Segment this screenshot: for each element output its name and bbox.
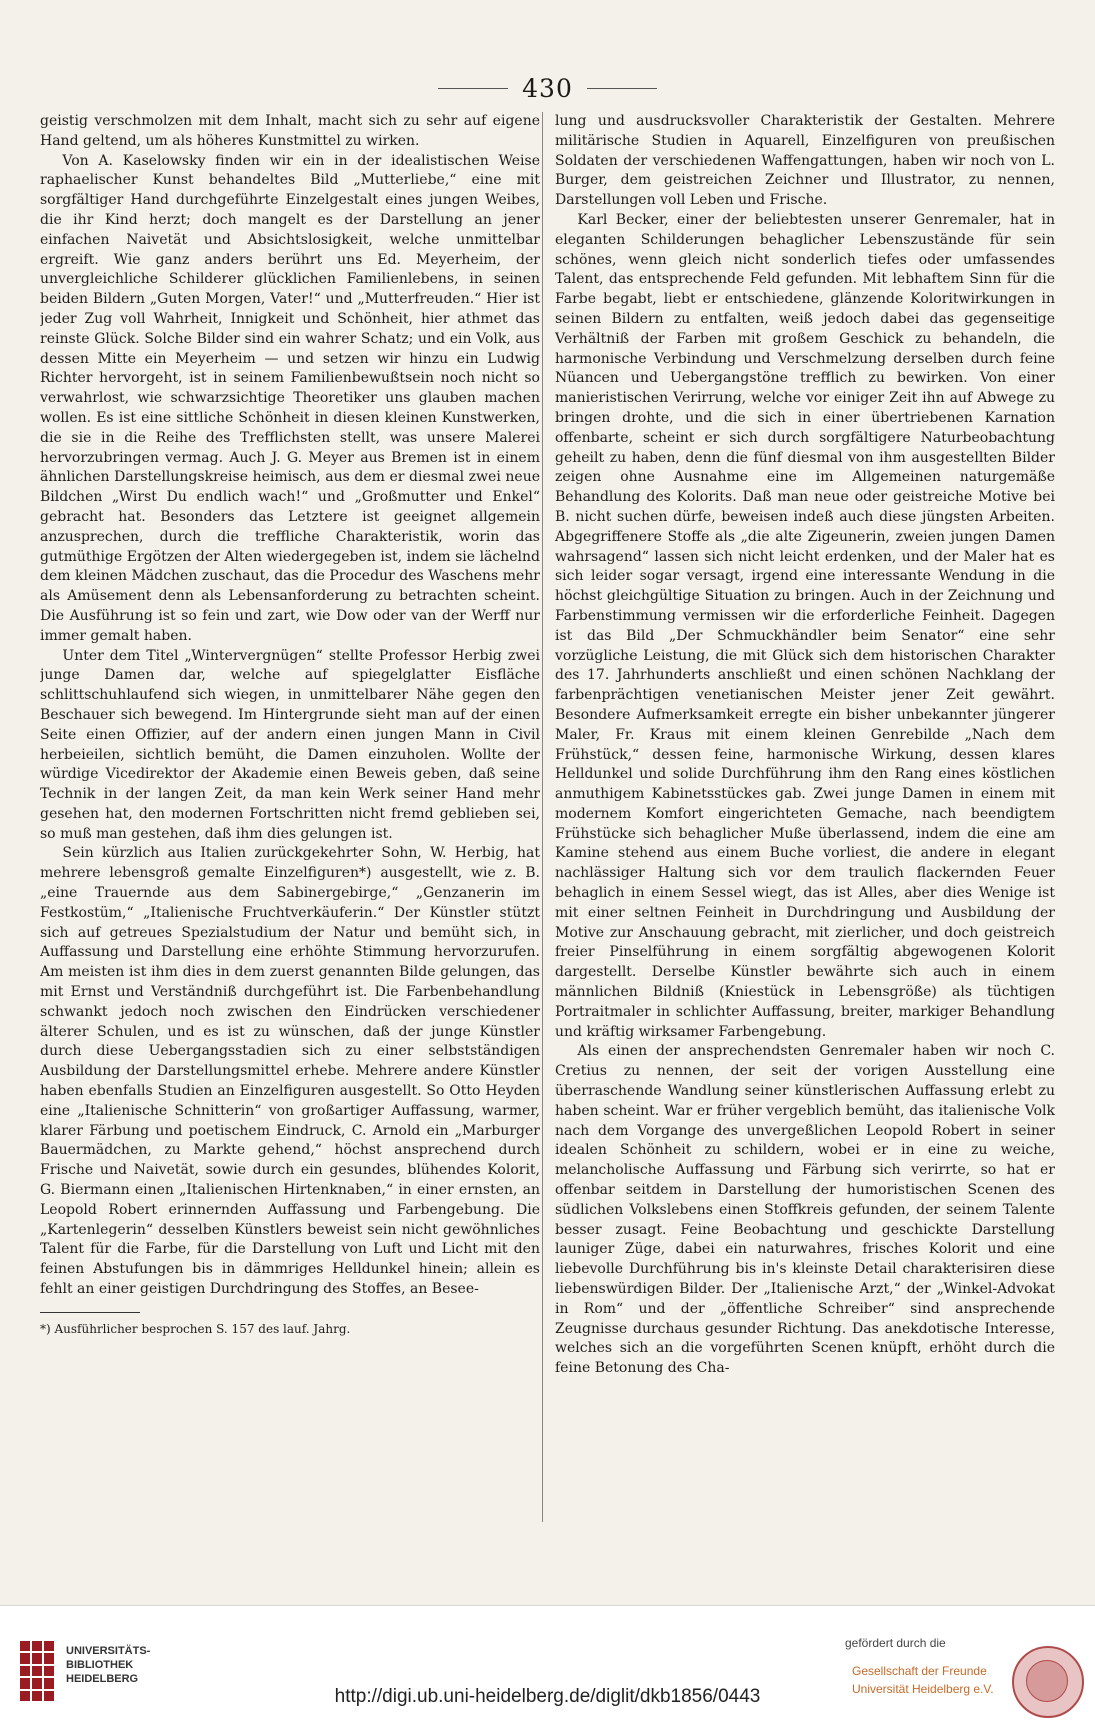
sponsor-label: gefördert durch die [845, 1636, 946, 1650]
paragraph: geistig verschmolzen mit dem Inhalt, macht sich zu sehr auf eigene Hand geltend, um als höheres Kunstmittel zu wirken. [40, 113, 540, 149]
page-header [0, 68, 1095, 108]
page-number: 430 [522, 73, 573, 103]
paragraph: Unter dem Titel „Wintervergnügen“ stellte Professor Herbig zwei junge Damen dar, welche auf spiegelglatter Eisfläche schlittschuhlaufend sich wiegen, in unmittelbarer Nähe gegen den Beschauer sich bewegend. Im Hintergrunde sieht man auf der einen Seite einen Offizier, auf der andern einen jungen Mann in Civil herbeieilen, sichtlich bemüht, die Damen einzuholen. Wollte der würdige Vicedirektor der Akademie einen Beweis geben, daß seine Technik in der langen Zeit, da man kein Werk seiner Hand mehr gesehen hat, den modernen Fortschritten nicht fremd geblieben sei, so muß man gestehen, daß ihm dies gelungen ist. [40, 647, 540, 842]
paragraph: Karl Becker, einer der beliebtesten unserer Genremaler, hat in eleganten Schilderungen behaglicher Lebenszustände für sein schönes, wenn gleich nicht sonderlich tiefes oder umfassendes Talent, das entsprechende Feld gefunden. Mit lebhaftem Sinn für die Farbe begabt, liebt er entschiedene, glänzende Koloritwirkungen in seinen Bildern zu entfalten, weiß jedoch dabei das gegenseitige Verhältniß der Farben mit großem Geschick zu behandeln, die harmonische Verbindung und Verschmelzung derselben durch feine Nüancen und Uebergangstöne trefflich zu bewirken. Von einer manieristischen Verirrung, welche vor einiger Zeit ihn auf Abwege zu bringen drohte, und die sich in einer übertriebenen Karnation offenbarte, scheint er sich durch sorgfältigere Naturbeobachtung geheilt zu haben, denn die fünf diesmal von ihm ausgestellten Bilder zeigen ohne Ausnahme eine im Allgemeinen naturgemäße Behandlung des Kolorits. Daß man neue oder geistreiche Motive bei B. nicht suchen dürfe, beweisen indeß auch diese jüngsten Arbeiten. Abgegriffenere Stoffe als „die alte Zigeunerin, zweien jungen Damen wahrsagend“ lassen sich nicht leicht erdenken, und der Maler hat es sich leider sogar versagt, irgend eine interessante Wendung in die höchst gleichgültige Situation zu bringen. Auch in der Zeichnung und Farbenstimmung vermissen wir die erforderliche Feinheit. Dagegen ist das Bild „Der Schmuckhändler beim Senator“ eine sehr vorzügliche Leistung, die mit Glück sich dem historischen Charakter des 17. Jahrhunderts anschließt und einen schönen Nachklang der farbenprächtigen venetianischen Meister jener Zeit gewährt. Besondere Aufmerksamkeit erregte ein bisher unbekannter jüngerer Maler, Fr. Kraus mit einem kleinen Genrebilde „Nach dem Frühstück,“ dessen feine, harmonische Wirkung, dessen klares Helldunkel und solide Durchführung ihm den Rang eines köstlichen anmuthigem Kabinetsstückes gab. Zwei junge Damen in einem mit modernem Komfort eingerichteten Gemache, nach beendigtem Frühstücke sich behaglicher Muße überlassend, indem die eine am Kamine stehend aus einem Buche vorliest, die andere in elegant nachlässiger Haltung sich vor dem traulich flackernden Feuer behaglich in einem Sessel wiegt, das ist Alles, aber dies Wenige ist mit einer seltnen Feinheit in Durchdringung und Ausbildung der Motive zur Anschauung gebracht, mit zierlicher, und doch geistreich freier Pinselführung in einem sorgfältig abgewogenen Kolorit dargestellt. Derselbe Künstler bewährte sich auch in einem männlichen Bildniß (Kniestück in Lebensgröße) als tüchtigen Portraitmaler in schlichter Auffassung, breiter, markiger Behandlung und kräftig wirksamer Farbengebung. [555, 211, 1055, 1040]
footer [0, 1605, 1095, 1731]
footnote-rule [40, 1312, 140, 1313]
sponsor-name: Gesellschaft der Freunde Universität Heidelberg e.V. [852, 1664, 994, 1696]
footnote: *) Ausführlicher besprochen S. 157 des lauf. Jahrg. [40, 1321, 351, 1336]
text-columns [40, 112, 1055, 1522]
header-rule-left [438, 88, 508, 89]
paragraph: lung und ausdrucksvoller Charakteristik der Gestalten. Mehrere militärische Studien in Aquarell, Einzelfiguren von preußischen Soldaten der verschiedenen Waffengattungen, haben wir noch von L. Burger, dem geistreichen Zeichner und Illustrator, zu nennen, Darstellungen voll Leben und Frische. [555, 113, 1055, 209]
seal-icon [1012, 1646, 1084, 1718]
paragraph: Als einen der ansprechendsten Genremaler haben wir noch C. Cretius zu nennen, der seit der vorigen Ausstellung eine überraschende Wandlung seiner künstlerischen Auffassung erlebt zu haben scheint. War er früher vergeblich bemüht, das italienische Volk nach dem Vorgange des unvergeßlichen Leopold Robert in seiner idealen Schönheit zu schildern, wobei er in eine zu weiche, melancholische Auffassung und Färbung sich verirrte, so hat er offenbar seitdem in Darstellung der humoristischen Scenen des südlichen Volkslebens einen Stoffkreis gefunden, der seinem Talente besser zusagt. Feine Beobachtung und geschickte Darstellung launiger Züge, dabei ein naturwahres, frisches Kolorit und eine liebevolle Durchführung bis in's kleinste Detail charakterisiren diese liebenswürdigen Bilder. Der „Italienische Arzt,“ der „Winkel-Advokat in Rom“ und der „öffentliche Schreiber“ sind ansprechende Zeugnisse durchaus gesunder Richtung. Das anekdotische Interesse, welches sich an die vorgeführten Scenen knüpft, erhöht durch die feine Betonung des Cha- [555, 1043, 1055, 1377]
document-url-link[interactable]: http://digi.ub.uni-heidelberg.de/diglit/dkb1856/0443 [334, 1686, 761, 1707]
library-name: UNIVERSITÄTS- BIBLIOTHEK HEIDELBERG [66, 1645, 151, 1685]
left-column [40, 112, 540, 1522]
right-column [542, 112, 1055, 1522]
paragraph: Sein kürzlich aus Italien zurückgekehrter Sohn, W. Herbig, hat mehrere lebensgroß gemalte Einzelfiguren*) ausgestellt, wie z. B. „eine Trauernde aus dem Sabinergebirge,“ „Genzanerin im Festkostüm,“ „Italienische Fruchtverkäuferin.“ Der Künstler stützt sich auf getreues Spezialstudium der Natur und bemüht sich, in Auffassung und Darstellung eine erhöhte Stimmung hervorzurufen. Am meisten ist ihm dies in dem zuerst genannten Bilde gelungen, das mit Ernst und Verständniß durchgeführt ist. Die Farbenbehandlung schwankt jedoch noch zwischen den Eindrücken verschiedener älterer Schulen, und es ist zu wünschen, daß der junge Künstler durch diese Uebergangsstadien sich zu einer selbstständigen Ausbildung der Darstellungsmittel erhebe. Mehrere andere Künstler haben ebenfalls Studien an Einzelfiguren ausgestellt. So Otto Heyden eine „Italienische Schnitterin“ von großartiger Auffassung, warmer, klarer Färbung und poetischem Eindruck, C. Arnold ein „Marburger Bauermädchen, zu Markte gehend,“ höchst ansprechend durch Frische und Naivetät, sowie durch ein gesundes, blühendes Kolorit, G. Biermann einen „Italienischen Hirtenknaben,“ in einer ernsten, an Leopold Robert erinnernden Auffassung und Farbengebung. Die „Kartenlegerin“ desselben Künstlers beweist sein nicht gewöhnliches Talent für die Farbe, für die Darstellung von Luft und Licht mit den feinen Abstufungen bis in dämmriges Helldunkel hinein; allein es fehlt an einer geistigen Durchdringung des Stoffes, an Besee- [40, 845, 540, 1298]
paragraph: Von A. Kaselowsky finden wir ein in der idealistischen Weise raphaelischer Kunst behandeltes Bild „Mutterliebe,“ eine mit sorgfältiger Hand durchgeführte Einzelgestalt eines jungen Weibes, die ihr Kind herzt; doch mangelt es der Darstellung an jener einfachen Naivetät und Absichtslosigkeit, welche unmittelbar ergreift. Wie ganz anders berührt uns Ed. Meyerheim, der unvergleichliche Schilderer glücklichen Familienlebens, in seinen beiden Bildern „Guten Morgen, Vater!“ und „Mutterfreuden.“ Hier ist jeder Zug voll Wahrheit, Innigkeit und Schönheit, hier athmet das reinste Glück. Solche Bilder sind ein wahrer Schatz; und ein Volk, aus dessen Mitte ein Meyerheim — und setzen wir hinzu ein Ludwig Richter hervorgeht, ist in seinem Familienbewußtsein noch nicht so verwahrlost, wie schwarzsichtige Theoretiker uns glauben machen wollen. Es ist eine sittliche Schönheit in diesen kleinen Kunstwerken, die sie in die Reihe des Trefflichsten stellt, was unsere Malerei hervorzubringen vermag. Auch J. G. Meyer aus Bremen ist in einem ähnlichen Darstellungskreise heimisch, aus dem er diesmal zwei neue Bildchen „Wirst Du endlich wach!“ und „Großmutter und Enkel“ gebracht hat. Besonders das Letztere ist geeignet allgemein anzusprechen, durch die treffliche Charakteristik, worin das gutmüthige Ergötzen der Alten wiedergegeben ist, indem sie lächelnd dem kleinen Mädchen zuschaut, das die Procedur des Waschens mehr als Amüsement denn als Lebensanforderung zu betrachten scheint. Die Ausführung ist so fein und zart, wie Dow oder van der Werff nur immer gemalt haben. [40, 152, 540, 644]
header-rule-right [587, 88, 657, 89]
